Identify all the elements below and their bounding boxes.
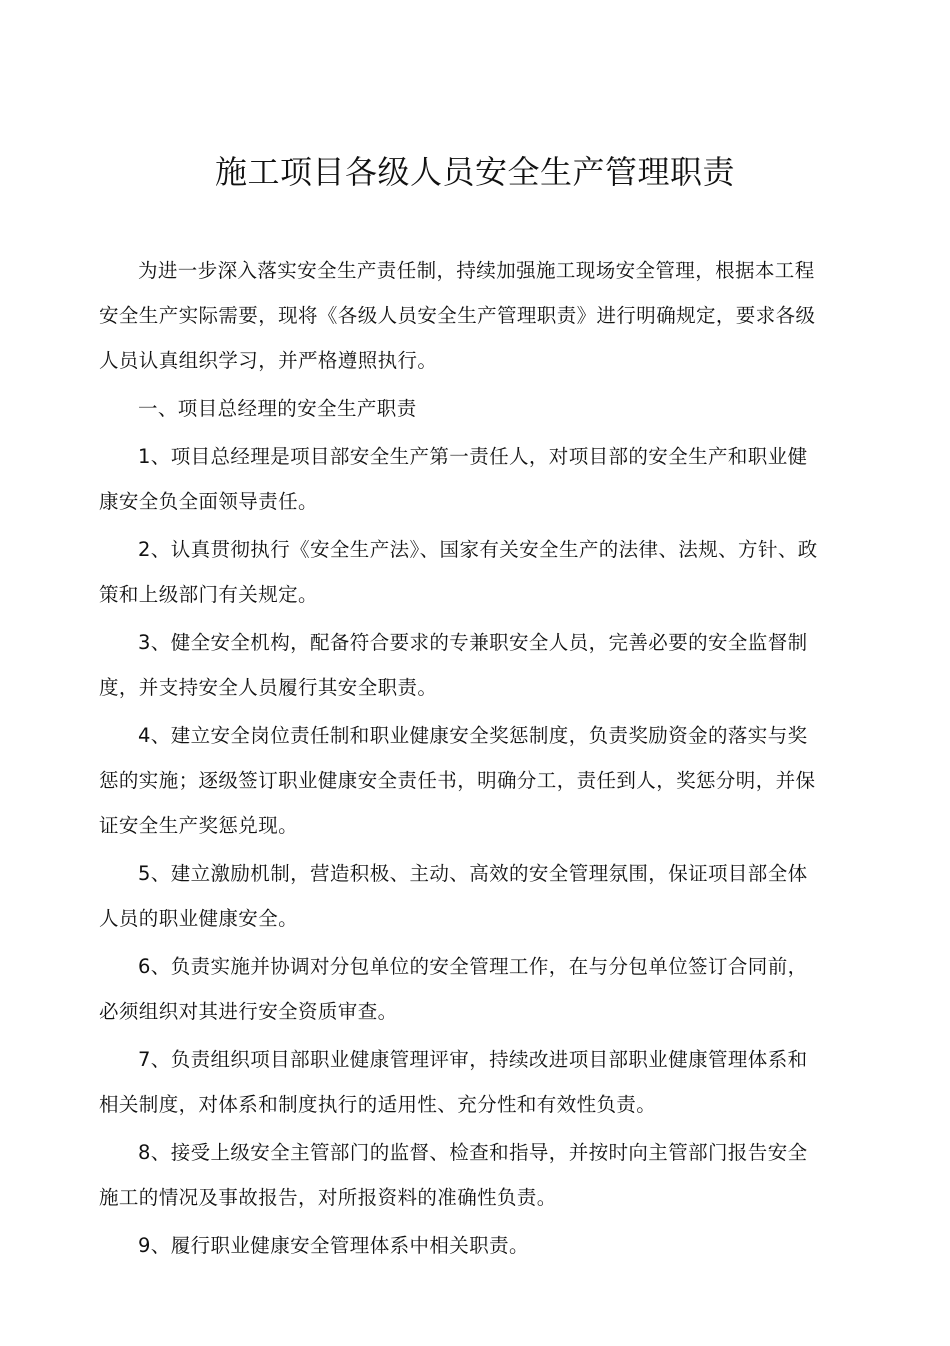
duty-item-8: 8、接受上级安全主管部门的监督、检查和指导，并按时向主管部门报告安全施工的情况及事故报告，对所报资料的准确性负责。 <box>99 1141 808 1209</box>
intro-paragraph: 为进一步深入落实安全生产责任制，持续加强施工现场安全管理，根据本工程安全生产实际需要，现将《各级人员安全生产管理职责》进行明确规定，要求各级人员认真组织学习，并严格遵照执行。 <box>99 259 816 372</box>
duty-item-9: 9、履行职业健康安全管理体系中相关职责。 <box>138 1234 529 1257</box>
section-heading: 一、项目总经理的安全生产职责 <box>138 397 417 420</box>
duty-item-6: 6、负责实施并协调对分包单位的安全管理工作，在与分包单位签订合同前，必须组织对其进行安全资质审查。 <box>99 955 808 1023</box>
duty-item-4: 4、建立安全岗位责任制和职业健康安全奖惩制度，负责奖励资金的落实与奖惩的实施；逐级签订职业健康安全责任书，明确分工，责任到人，奖惩分明，并保证安全生产奖惩兑现。 <box>99 724 816 837</box>
duty-item-5: 5、建立激励机制，营造积极、主动、高效的安全管理氛围，保证项目部全体人员的职业健康安全。 <box>99 862 808 930</box>
document-title: 施工项目各级人员安全生产管理职责 <box>214 153 735 191</box>
document-body <box>99 248 819 1271</box>
duty-item-2: 2、认真贯彻执行《安全生产法》、国家有关安全生产的法律、法规、方针、政策和上级部门有关规定。 <box>99 538 818 606</box>
duty-item-3: 3、健全安全机构，配备符合要求的专兼职安全人员，完善必要的安全监督制度，并支持安全人员履行其安全职责。 <box>99 631 808 699</box>
duty-item-1: 1、项目总经理是项目部安全生产第一责任人，对项目部的安全生产和职业健康安全负全面领导责任。 <box>99 445 808 513</box>
duty-item-7: 7、负责组织项目部职业健康管理评审，持续改进项目部职业健康管理体系和相关制度，对体系和制度执行的适用性、充分性和有效性负责。 <box>99 1048 808 1116</box>
